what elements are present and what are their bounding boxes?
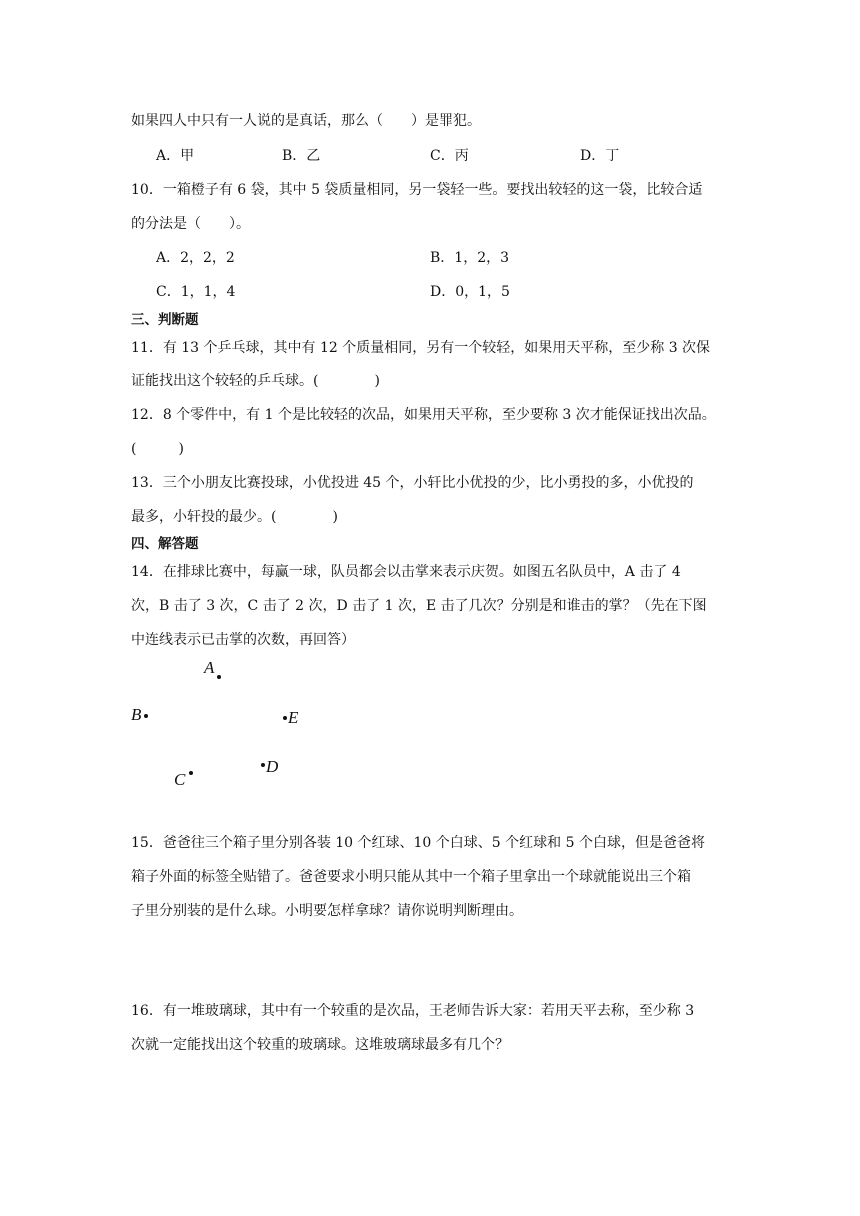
q14-text-line1: 14．在排球比赛中，每赢一球，队员都会以击掌来表示庆贺。如图五名队员中，A 击了 4 (131, 564, 681, 580)
point-label-d: D (266, 757, 279, 776)
q9-text: 如果四人中只有一人说的是真话，那么（ ）是罪犯。 (131, 113, 481, 129)
q12-text-line1: 12．8 个零件中，有 1 个是比较轻的次品，如果用天平称，至少要称 3 次才能保证找出次品。 (131, 407, 716, 423)
q15-text-line3: 子里分别装的是什么球。小明要怎样拿球？请你说明判断理由。 (131, 903, 523, 919)
q13-text-line1: 13．三个小朋友比赛投球，小优投进 45 个，小轩比小优投的少，比小勇投的多，小优投的 (131, 475, 694, 491)
q9-option-c: C．丙 (430, 148, 469, 164)
q16-text-line2: 次就一定能找出这个较重的玻璃球。这堆玻璃球最多有几个？ (131, 1037, 509, 1053)
q10-option-d: D．0，1，5 (430, 284, 510, 300)
q12-text-line2: ( ) (131, 441, 184, 457)
q9-option-b: B．乙 (282, 148, 321, 164)
point-label-b: B (131, 705, 142, 724)
q10-text-line2: 的分法是（ ）。 (131, 216, 250, 232)
point-label-c: C (174, 770, 186, 789)
point-label-e: E (288, 708, 299, 727)
point-d-dot (261, 763, 265, 767)
point-label-a: A (204, 658, 215, 677)
q11-text-line1: 11．有 13 个乒乓球，其中有 12 个质量相同，另有一个较轻，如果用天平称，至少称 3 次保 (131, 340, 711, 356)
q9-option-a: A．甲 (156, 148, 195, 164)
q15-text-line1: 15．爸爸往三个箱子里分别各装 10 个红球、10 个白球、5 个红球和 5 个白球，但是爸爸将 (131, 835, 705, 851)
q13-text-line2: 最多，小轩投的最少。( ) (131, 509, 338, 525)
q10-text-line1: 10．一箱橙子有 6 袋，其中 5 袋质量相同，另一袋轻一些。要找出较轻的这一袋，比较合适 (131, 182, 703, 198)
section-title-judgement: 三、判断题 (131, 312, 199, 328)
q10-option-b: B．1，2，3 (430, 250, 510, 266)
point-a-dot (217, 675, 221, 679)
point-e-dot (283, 716, 287, 720)
q9-option-d: D．丁 (580, 148, 620, 164)
section-title-answer: 四、解答题 (131, 536, 199, 552)
q15-text-line2: 箱子外面的标签全贴错了。爸爸要求小明只能从其中一个箱子里拿出一个球就能说出三个箱 (131, 869, 691, 885)
point-c-dot (189, 771, 193, 775)
q14-text-line2: 次，B 击了 3 次，C 击了 2 次，D 击了 1 次，E 击了几次？分别是和谁击的掌？（先在下图 (131, 598, 707, 614)
q11-text-line2: 证能找出这个较轻的乒乓球。( ) (131, 373, 380, 389)
q10-option-a: A．2，2，2 (156, 250, 235, 266)
q10-option-c: C．1，1，4 (156, 284, 236, 300)
q14-text-line3: 中连线表示已击掌的次数，再回答） (131, 632, 355, 648)
point-b-dot (144, 714, 148, 718)
q16-text-line1: 16．有一堆玻璃球，其中有一个较重的是次品，王老师告诉大家：若用天平去称，至少称 3 (131, 1003, 695, 1019)
